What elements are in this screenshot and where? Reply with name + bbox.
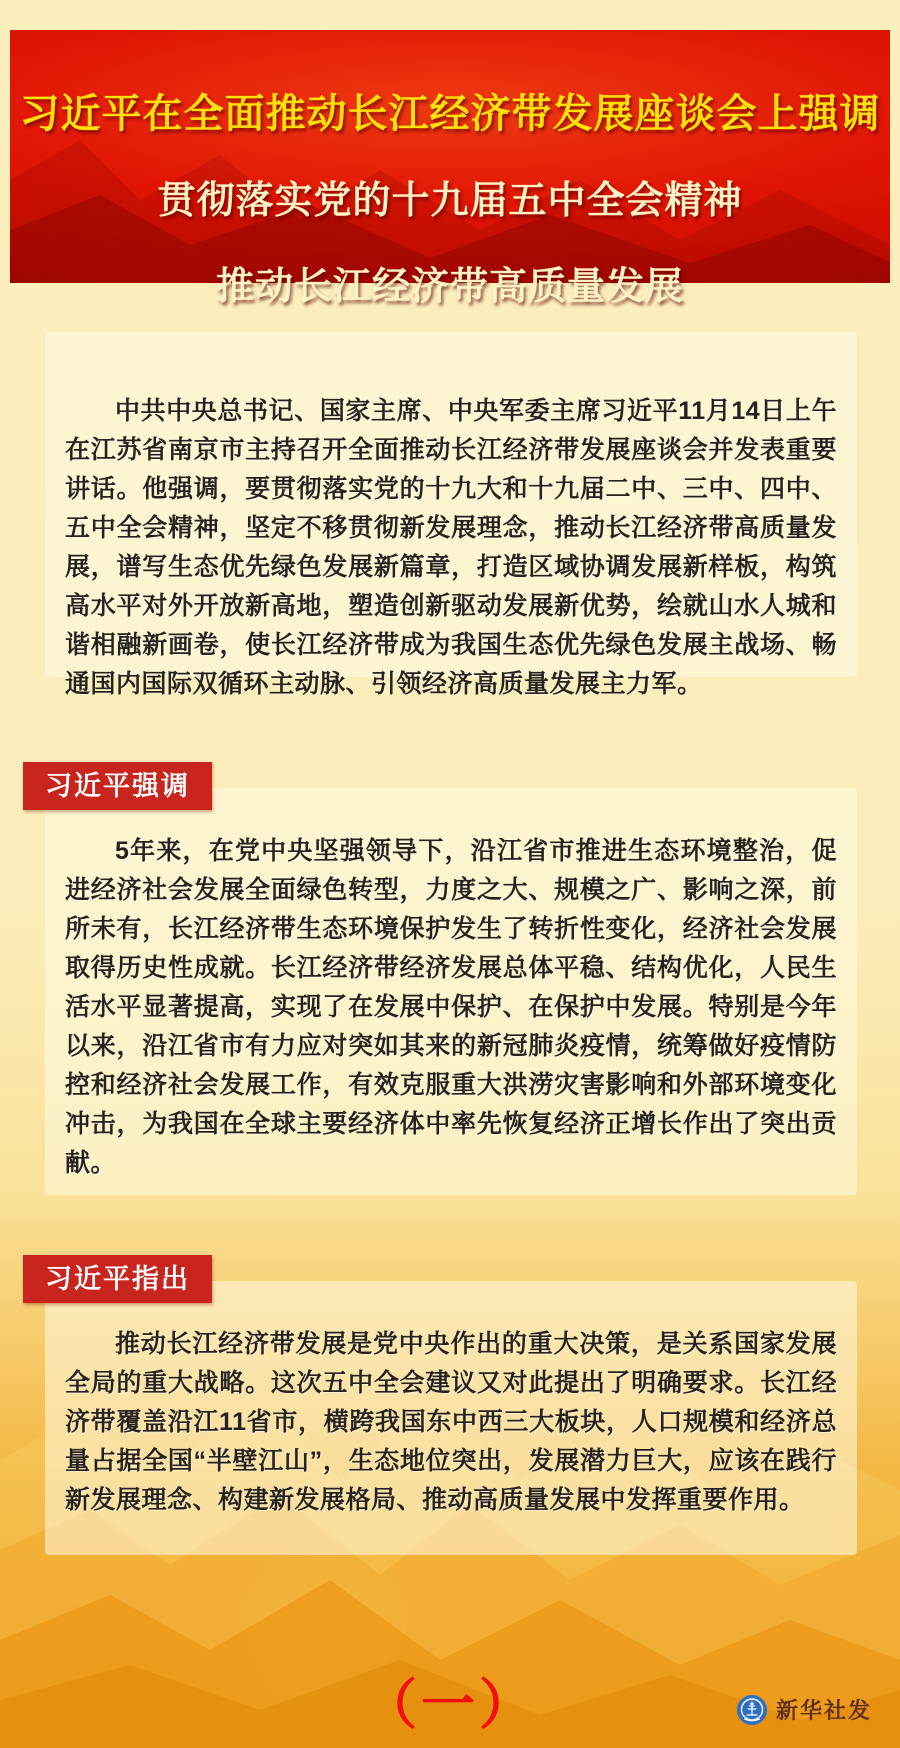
section-2-paragraph: 推动长江经济带发展是党中央作出的重大决策，是关系国家发展全局的重大战略。这次五中全会建议又对此提出了明确要求。长江经济带覆盖沿江11省市，横跨我国东中西三大板块，人口规模和经济总量占据全国“半壁江山”，生态地位突出，发展潜力巨大，应该在践行新发展理念、构建新发展格局、推动高质量发展中发挥重要作用。	[65, 1330, 837, 1514]
part-number-label: （一）	[363, 1675, 537, 1735]
credit-line	[737, 1694, 872, 1725]
section-2-panel	[45, 1281, 857, 1555]
headline-kicker: 习近平在全面推动长江经济带发展座谈会上强调	[19, 92, 881, 136]
lead-paragraph: 中共中央总书记、国家主席、中央军委主席习近平11月14日上午在江苏省南京市主持召开全面推动长江经济带发展座谈会并发表重要讲话。他强调，要贯彻落实党的十九大和十九届二中、三中、四中、五中全会精神，坚定不移贯彻新发展理念，推动长江经济带高质量发展，谱写生态优先绿色发展新篇章，打造区域协调发展新样板，构筑高水平对外开放新高地，塑造创新驱动发展新优势，绘就山水人城和谐相融新画卷，使长江经济带成为我国生态优先绿色发展主战场、畅通国内国际双循环主动脉、引领经济高质量发展主力军。	[65, 397, 837, 698]
section-badge-pointed-out: 习近平指出	[23, 1255, 212, 1303]
header-banner	[10, 30, 890, 308]
section-1-paragraph: 5年来，在党中央坚强领导下，沿江省市推进生态环境整治，促进经济社会发展全面绿色转型，力度之大、规模之广、影响之深，前所未有，长江经济带生态环境保护发生了转折性变化，经济社会发展取得历史性成就。长江经济带经济发展总体平稳、结构优化，人民生活水平显著提高，实现了在发展中保护、在保护中发展。特别是今年以来，沿江省市有力应对突如其来的新冠肺炎疫情，统筹做好疫情防控和经济社会发展工作，有效克服重大洪涝灾害影响和外部环境变化冲击，为我国在全球主要经济体中率先恢复经济正增长作出了突出贡献。	[65, 837, 837, 1177]
red-mountain-silhouette	[10, 30, 890, 283]
headline-line-2: 贯彻落实党的十九届五中全会精神	[157, 180, 743, 222]
section-1-panel	[45, 788, 857, 1195]
xinhua-emblem-icon	[737, 1695, 767, 1725]
headline-line-3: 推动长江经济带高质量发展	[215, 266, 684, 308]
credit-text: 新华社发	[775, 1698, 872, 1723]
section-badge-emphasized: 习近平强调	[23, 762, 212, 810]
lead-paragraph-panel	[45, 332, 857, 698]
